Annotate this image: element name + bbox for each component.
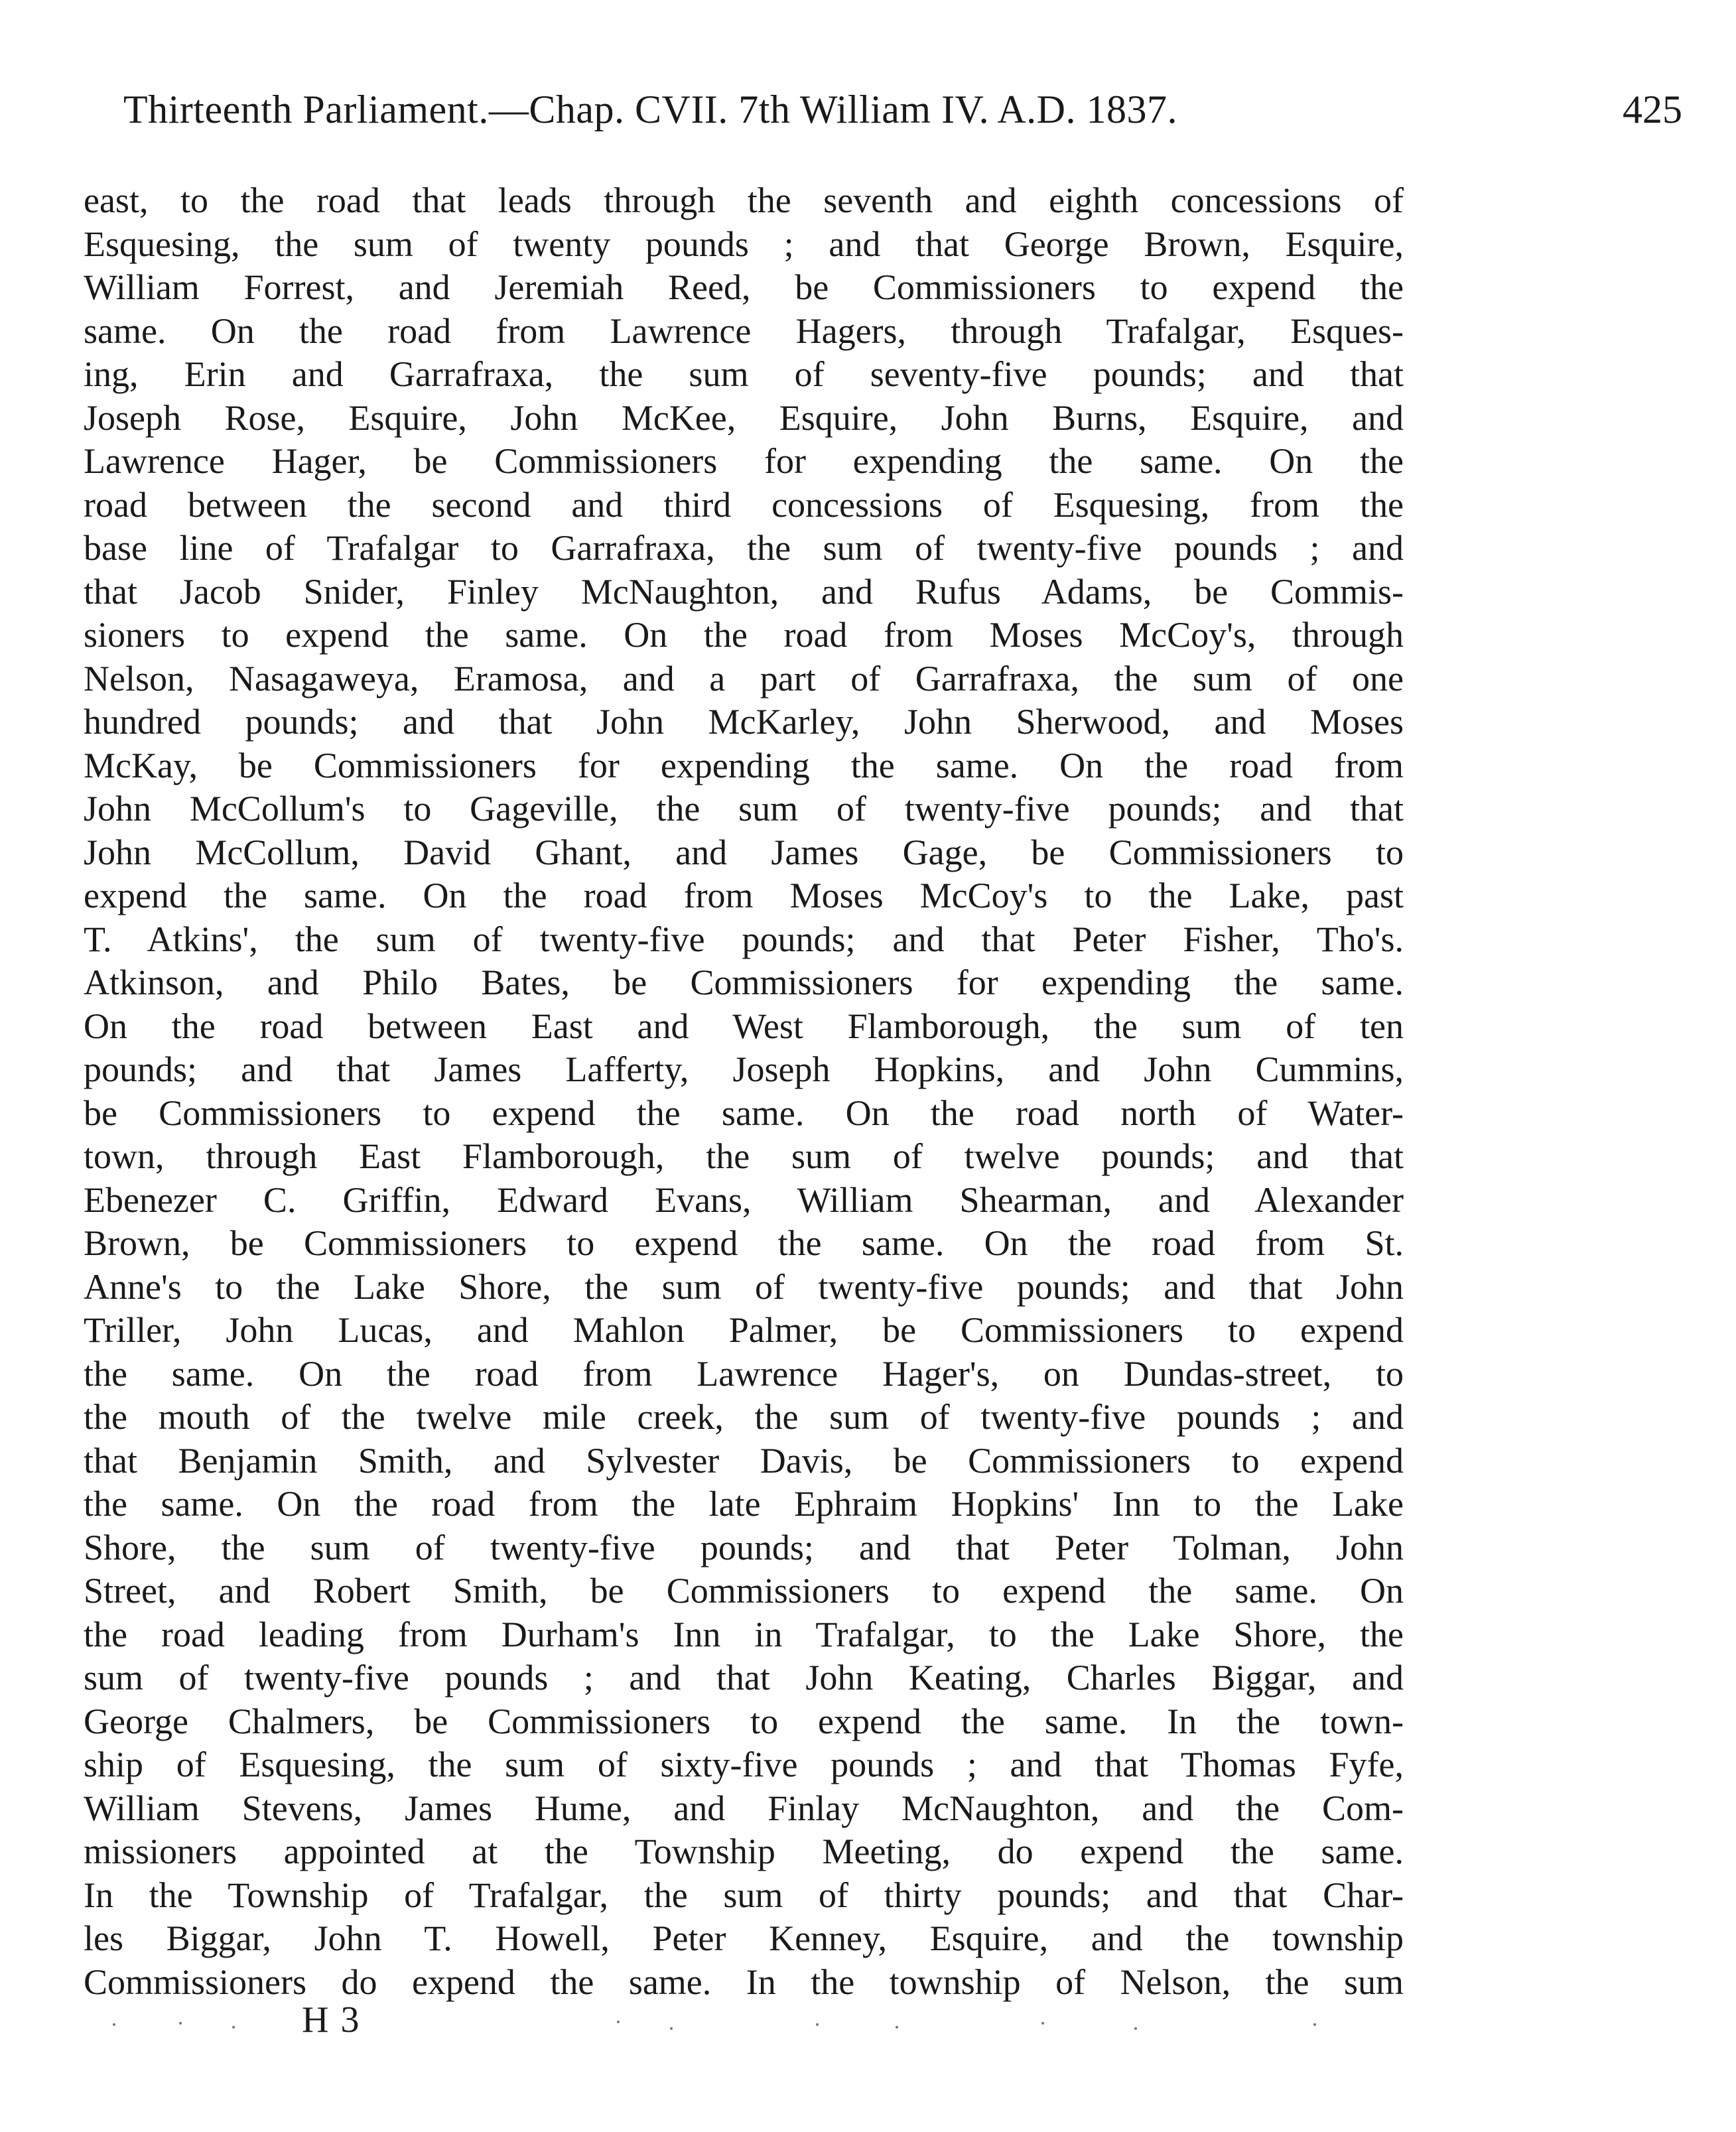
speck <box>179 2022 182 2025</box>
text-line: ing, Erin and Garrafraxa, the sum of seventy-five pounds; and that <box>84 354 1404 394</box>
text-line: John McCollum, David Ghant, and James Gage, be Commissioners to <box>84 832 1404 872</box>
text-line: road between the second and third concessions of Esquesing, from the <box>84 484 1404 525</box>
text-line: George Chalmers, be Commissioners to expend the same. In the town- <box>84 1701 1404 1741</box>
text-line: the same. On the road from the late Ephraim Hopkins' Inn to the Lake <box>84 1484 1404 1524</box>
text-line: Joseph Rose, Esquire, John McKee, Esquire, John Burns, Esquire, and <box>84 397 1404 438</box>
text-line: sioners to expend the same. On the road from Moses McCoy's, through <box>84 615 1404 655</box>
text-line: missioners appointed at the Township Meeting, do expend the same. <box>84 1832 1404 1871</box>
text-line: pounds; and that James Lafferty, Joseph Hopkins, and John Cummins, <box>84 1049 1404 1089</box>
body-text <box>84 179 1404 2004</box>
print-specks <box>100 2003 1360 2043</box>
text-line: On the road between East and West Flamborough, the sum of ten <box>84 1006 1404 1046</box>
text-line: east, to the road that leads through the seventh and eighth concessions of <box>84 180 1404 220</box>
text-line: McKay, be Commissioners for expending the same. On the road from <box>84 745 1404 785</box>
text-line: same. On the road from Lawrence Hagers, through Trafalgar, Esques- <box>84 310 1404 351</box>
text-line: William Stevens, James Hume, and Finlay McNaughton, and the Com- <box>84 1788 1404 1828</box>
text-line: Esquesing, the sum of twenty pounds ; and that George Brown, Esquire, <box>84 224 1404 264</box>
text-line: expend the same. On the road from Moses McCoy's to the Lake, past <box>84 876 1404 915</box>
text-line: Anne's to the Lake Shore, the sum of twenty-five pounds; and that John <box>84 1266 1404 1307</box>
speck <box>113 2023 115 2026</box>
speck <box>1134 2027 1137 2030</box>
text-line: Shore, the sum of twenty-five pounds; and that Peter Tolman, John <box>84 1527 1404 1567</box>
speck <box>1041 2022 1044 2025</box>
text-line: hundred pounds; and that John McKarley, John Sherwood, and Moses <box>84 702 1404 742</box>
speck <box>670 2027 673 2030</box>
text-line: Brown, be Commissioners to expend the same. On the road from St. <box>84 1223 1404 1263</box>
text-line: Street, and Robert Smith, be Commissioners to expend the same. On <box>84 1571 1404 1611</box>
text-line: that Jacob Snider, Finley McNaughton, and Rufus Adams, be Commis- <box>84 571 1404 612</box>
text-line: William Forrest, and Jeremiah Reed, be Commissioners to expend the <box>84 267 1404 307</box>
text-line: Atkinson, and Philo Bates, be Commissioners for expending the same. <box>84 963 1404 1002</box>
text-line: Ebenezer C. Griffin, Edward Evans, William Shearman, and Alexander <box>84 1179 1404 1220</box>
running-head <box>123 80 1682 139</box>
speck <box>232 2026 235 2029</box>
text-line: T. Atkins', the sum of twenty-five pounds; and that Peter Fisher, Tho's. <box>84 919 1404 959</box>
text-line: the same. On the road from Lawrence Hager's, on Dundas-street, to <box>84 1353 1404 1394</box>
text-line: Lawrence Hager, be Commissioners for expending the same. On the <box>84 441 1404 481</box>
speck <box>816 2023 819 2026</box>
text-line: the mouth of the twelve mile creek, the sum of twenty-five pounds ; and <box>84 1397 1404 1437</box>
text-line: be Commissioners to expend the same. On the road north of Water- <box>84 1093 1404 1133</box>
page-number: 425 <box>1623 88 1682 131</box>
speck <box>1313 2023 1316 2026</box>
text-line: town, through East Flamborough, the sum of twelve pounds; and that <box>84 1136 1404 1176</box>
text-line: the road leading from Durham's Inn in Trafalgar, to the Lake Shore, the <box>84 1614 1404 1654</box>
text-line: Triller, John Lucas, and Mahlon Palmer, be Commissioners to expend <box>84 1310 1404 1350</box>
running-title: Thirteenth Parliament.—Chap. CVII. 7th William IV. A.D. 1837. <box>123 88 1178 131</box>
text-line: Nelson, Nasagaweya, Eramosa, and a part of Garrafraxa, the sum of one <box>84 658 1404 699</box>
text-line: In the Township of Trafalgar, the sum of thirty pounds; and that Char- <box>84 1875 1404 1915</box>
text-line: sum of twenty-five pounds ; and that John Keating, Charles Biggar, and <box>84 1658 1404 1698</box>
text-line: base line of Trafalgar to Garrafraxa, the sum of twenty-five pounds ; and <box>84 528 1404 568</box>
text-line: ship of Esquesing, the sum of sixty-five pounds ; and that Thomas Fyfe, <box>84 1745 1404 1784</box>
speck <box>617 2021 620 2023</box>
signature-mark: H 3 <box>302 1999 361 2040</box>
speck <box>896 2026 898 2029</box>
text-line: Commissioners do expend the same. In the township of Nelson, the sum <box>84 1962 1404 2002</box>
text-line: les Biggar, John T. Howell, Peter Kenney, Esquire, and the township <box>84 1918 1404 1958</box>
text-line: that Benjamin Smith, and Sylvester Davis, be Commissioners to expend <box>84 1440 1404 1481</box>
text-line: John McCollum's to Gageville, the sum of twenty-five pounds; and that <box>84 789 1404 829</box>
